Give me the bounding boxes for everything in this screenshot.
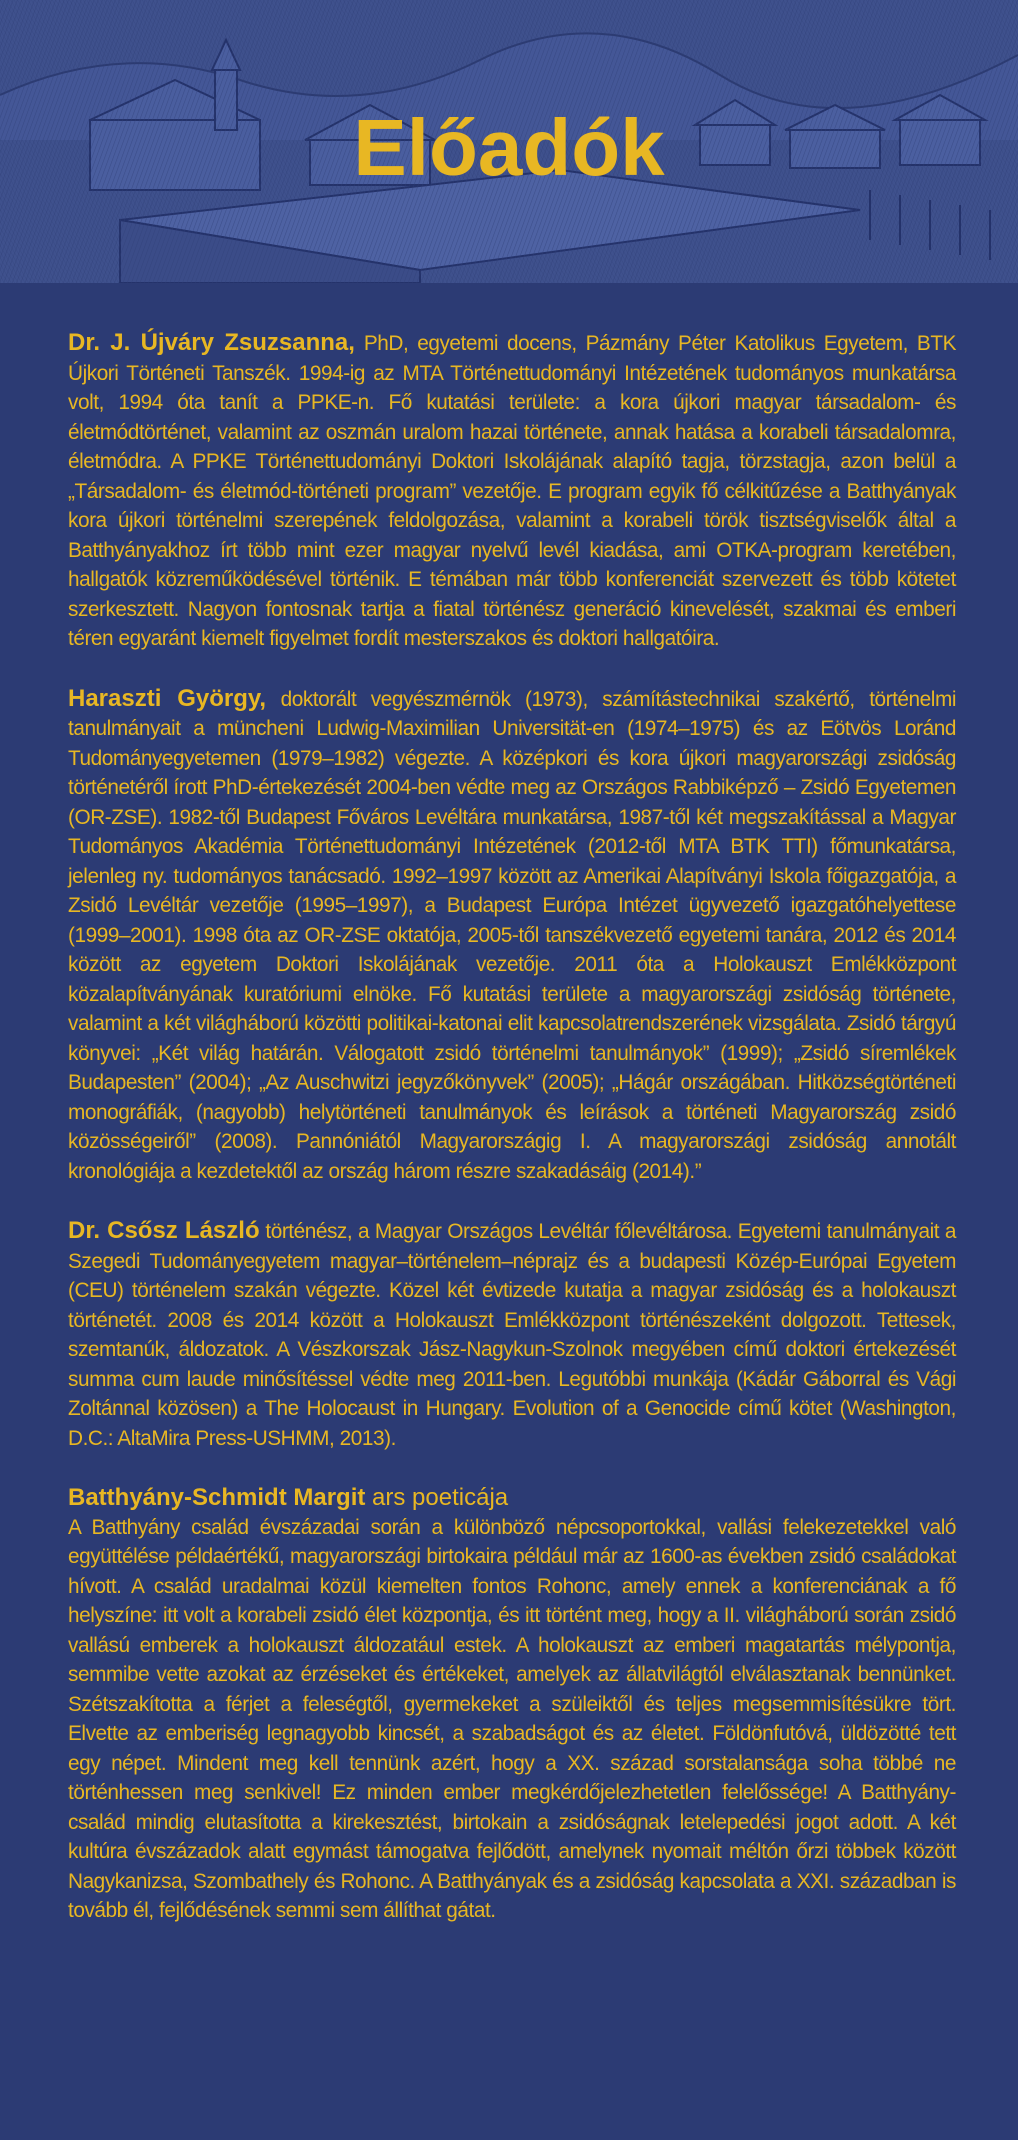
- page-title: Előadók: [353, 103, 665, 192]
- author-name: Batthyány-Schmidt Margit: [68, 1484, 366, 1511]
- speaker-entry-haraszti: [68, 684, 956, 1187]
- heading-suffix: ars poeticája: [365, 1484, 509, 1511]
- speaker-name: Haraszti György,: [68, 684, 267, 712]
- speaker-bio: doktorált vegyészmérnök (1973), számítástechnikai szakértő, történelmi tanulmányait a müncheni Ludwig-Maximilian Universität-en (1974–1975) és az Eötvös Loránd Tudományegyetemen (1979–1982) végezte. A középkori és kora újkori magyarországi zsidóság történetéről írott PhD-értekezését 2004-ben védte meg az Országos Rabbiképző – Zsidó Egyetemen (OR-ZSE). 1982-től Budapest Főváros Levéltára munkatársa, 1987-től két megszakítással a Magyar Tudományos Akadémia Történettudományi Intézetének (2012-től MTA BTK TTI) főmunkatársa, jelenleg ny. tudományos tanácsadó. 1992–1997 között az Amerikai Alapítványi Iskola főigazgatója, a Zsidó Levéltár vezetője (1995–1997), a Budapest Európa Intézet ügyvezető igazgatóhelyettese (1999–2001). 1998 óta az OR-ZSE oktatója, 2005-től tanszékvezető egyetemi tanára, 2012 és 2014 között az egyetem Doktori Iskolájának vezetője. 2011 óta a Holokauszt Emlékközpont közalapítványának kuratóriumi elnöke. Fő kutatási területe a magyarországi zsidóság története, valamint a két világháború közötti politikai-katonai elit kapcsolatrendszerének vizsgálata. Zsidó tárgyú könyvei: „Két világ határán. Válogatott zsidó történelmi tanulmányok” (1999); „Zsidó síremlékek Budapesten” (2004); „Az Auschwitzi jegyzőkönyvek” (2005); „Hágár országában. Hitközségtörténeti monográfiák, (nagyobb) helytörténeti tanulmányok és leírások a történeti Magyarország zsidó közösségeiről” (2008). Pannóniától Magyarországig I. A magyarországi zsidóság annotált kronológiája a kezdetektől az ország három részre szakadásáig (2014).”: [68, 687, 956, 1183]
- ars-poetica-section: [68, 1483, 956, 1926]
- speaker-name: Dr. J. Újváry Zsuzsanna,: [68, 329, 355, 356]
- header-banner: [0, 0, 1018, 283]
- speaker-bio: történész, a Magyar Országos Levéltár főlevéltárosa. Egyetemi tanulmányait a Szegedi Tudományegyetem magyar–történelem–néprajz és a budapesti Közép-Európai Egyetem (CEU) történelem szakán végezte. Közel két évtizede kutatja a magyar zsidóság és a holokauszt történetét. 2008 és 2014 között a Holokauszt Emlékközpont történészeként dolgozott. Tettesek, szemtanúk, áldozatok. A Vészkorszak Jász-Nagykun-Szolnok megyében című doktori értekezését summa cum laude minősítéssel védte meg 2011-ben. Legutóbbi munkája (Kádár Gáborral és Vági Zoltánnal közösen) a The Holocaust in Hungary. Evolution of a Genocide című kötet (Washington, D.C.: AltaMira Press-USHMM, 2013).: [68, 1220, 956, 1450]
- speaker-bio: PhD, egyetemi docens, Pázmány Péter Katolikus Egyetem, BTK Újkori Történeti Tanszék. 1994-ig az MTA Történettudományi Intézetének tudományos munkatársa volt, 1994 óta tanít a PPKE-n. Fő kutatási területe: a kora újkori magyar társadalom- és életmódtörténet, valamint az oszmán uralom hazai története, annak hatása a korabeli társadalomra, életmódra. A PPKE Történettudományi Doktori Iskolájának alapító tagja, törzstagja, azon belül a „Társadalom- és életmód-történeti program” vezetője. E program egyik fő célkitűzése a Batthyányak kora újkori történelmi szerepének feldolgozása, valamint a korabeli török tisztségviselők által a Batthyányakhoz írt több mint ezer magyar nyelvű levél kiadása, ami OTKA-program keretében, hallgatók közreműködésével történik. E témában már több konferenciát szervezett és több kötetet szerkesztett. Nagyon fontosnak tartja a fiatal történész generáció kinevelését, szakmai és emberi téren egyaránt kiemelt figyelmet fordít mesterszakos és doktori hallgatóira.: [68, 332, 956, 650]
- speaker-name: Dr. Csősz László: [68, 1217, 260, 1244]
- speaker-entry-ujvary: [68, 328, 956, 654]
- speaker-entry-csosz: [68, 1216, 956, 1453]
- speakers-list: [68, 328, 956, 1926]
- ars-poetica-text: A Batthyány család évszázadai során a különböző népcsoportokkal, vallási felekezetekkel való együttélése példaértékű, magyarországi birtokaira például már az 1600-as években zsidó családokat hívott. A család uradalmai közül kiemelten fontos Rohonc, amely ennek a konferenciának a fő helyszíne: itt volt a korabeli zsidó élet központja, és itt történt meg, hogy a II. világháború során zsidó vallású emberek a holokauszt áldozatául estek. A holokauszt az emberi magatartás mélypontja, semmibe vette azokat az érzéseket és értékeket, amelyek az állatvilágtól elválasztanak bennünket. Szétszakította a férjet a feleségtől, gyermekeket a szüleiktől és teljes megsemmisítésükre tört. Elvette az emberiség legnagyobb kincsét, a szabadságot és az életet. Földönfutóvá, üldözötté tett egy népet. Mindent meg kell tennünk azért, hogy a XX. század sorstalansága soha többé ne történhessen meg senkivel! Ez minden ember megkérdőjelezhetetlen felelőssége! A Batthyány-család mindig elutasította a kirekesztést, birtokain a zsidóságnak letelepedési jogot adott. A két kultúra évszázadok alatt egymást támogatva fejlődött, amelynek nyomait méltón őrzi többek között Nagykanizsa, Szombathely és Rohonc. A Batthyányak és a zsidóság kapcsolata a XXI. században is tovább él, fejlődésének semmi sem állíthat gátat.: [68, 1515, 956, 1922]
- ars-poetica-heading: [68, 1483, 956, 1513]
